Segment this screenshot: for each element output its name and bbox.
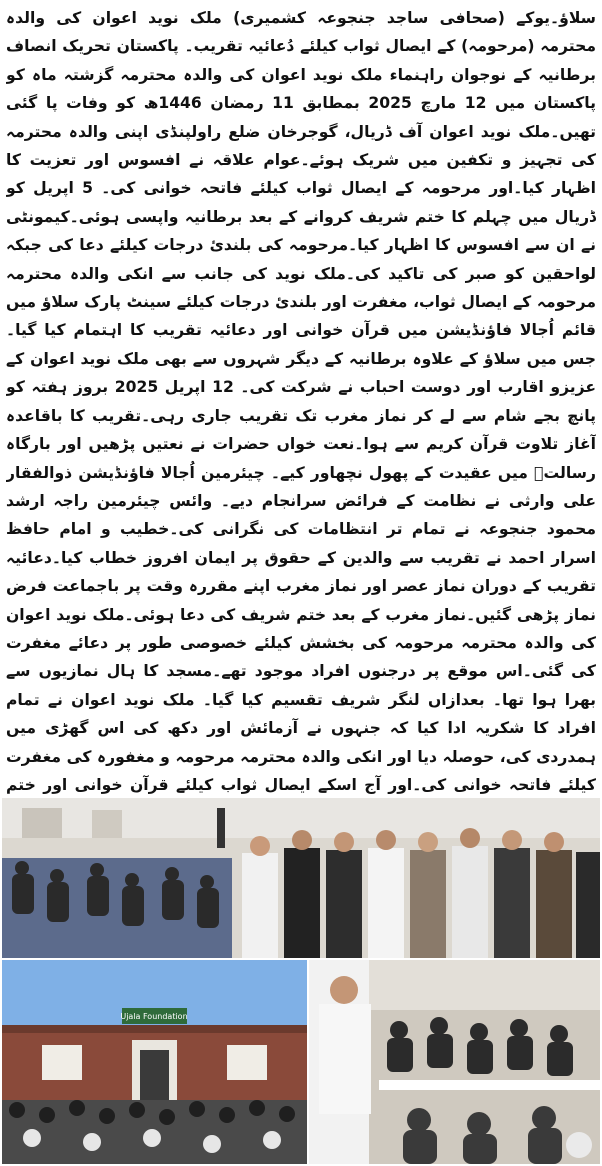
photo-hall-gathering [2,798,600,958]
mosque-sign-text: Ujala Foundation [120,1012,188,1021]
photo-langar-seating [309,960,600,1164]
article-headline: سلاؤ۔یوکے (صحافی ساجد جنجوعہ کشمیری) ملک نوید اعوان کی والدہ محترمہ (مرحومہ) کے ایصال ثواب کیلئے دُعائیہ تقریب۔ [6,9,596,56]
article-body: پاکستان تحریک انصاف برطانیہ کے نوجوان راہنماء ملک نوید اعوان کی والدہ محترمہ گزشتہ ماہ کو پاکستان میں 12 مارچ 2025 بمطابق 11 رمضان 1446ھ کو وفات پا گئی تھیں۔ملک نوید اعوان آف ڈریال، گوجرخان ضلع راولپنڈی اپنی والدہ محترمہ کی تجہیز و تکفین میں شریک ہوئے۔عوام علاقہ نے افسوس اور تعزیت کا اظہار کیا۔اور مرحومہ کے ایصال ثواب کیلئے فاتحہ خوانی کی۔ 5 اپریل کو ڈریال میں چہلم کا ختم شریف کروانے کے بعد برطانیہ واپسی ہوئی۔کیمونٹی نے ان سے افسوس کا اظہار کیا۔مرحومہ کی بلندیٔ درجات کیلئے دعا کی جبکہ لواحقین کو صبر کی تاکید کی۔ملک نوید کی جانب سے انکی والدہ محترمہ مرحومہ کے ایصال ثواب، مغفرت اور بلندیٔ درجات کیلئے سینٹ پارک سلاؤ میں قائم اُجالا فاؤنڈیشن میں قرآن خوانی اور دعائیہ تقریب کا اہتمام کیا گیا۔ جس میں سلاؤ کے علاوہ برطانیہ کے دیگر شہروں سے بھی ملک نوید اعوان کے عزیزو اقارب اور دوست احباب نے شرکت کی۔ 12 اپریل 2025 بروز ہفتہ کو پانچ بجے شام سے لے کر نماز مغرب تک تقریب جاری رہی۔تقریب کا باقاعدہ آغاز تلاوت قرآن کریم سے ہوا۔نعت خواں حضرات نے نعتیں پڑھیں اور بارگاہ رسالتؐ میں عقیدت کے پھول نچھاور کیے۔ چیئرمین اُجالا فاؤنڈیشن ذوالفقار علی وارثی نے نظامت کے فرائض سرانجام دیے۔ وائس چیئرمین راجہ ارشد محمود جنجوعہ نے تمام تر انتظامات کی نگرانی کی۔خطیب و امام حافظ اسرار احمد نے تقریب سے والدین کے حقوق پر ایمان افروز خطاب کیا۔دعائیہ تقریب کے دوران نماز عصر اور نماز مغرب اپنے مقررہ وقت پر باجماعت فرض نماز پڑھی گئیں۔نماز مغرب کے بعد ختم شریف کی دعا ہوئی۔ملک نوید اعوان کی والدہ محترمہ مرحومہ کی بخشش کیلئے خصوصی طور پر دعائے مغفرت کی گئی۔اس موقع پر درجنوں افراد موجود تھے۔مسجد کا ہال نمازیوں سے بھرا ہوا تھا۔ بعدازاں لنگر شریف تقسیم کیا گیا۔ ملک نوید اعوان نے تمام افراد کا شکریہ ادا کیا کہ جنہوں نے آزمائش اور دکھ کی اس گھڑی میں ہمدردی کی، حوصلہ دیا اور انکی والدہ محترمہ مرحومہ و مغفورہ کی مغفرت کیلئے فاتحہ خوانی کی۔اور آج اسکے ایصال ثواب کیلئے قرآن خوانی اور ختم [6,37,596,794]
article-text [6,4,596,796]
photo-foundation-building [2,960,307,1164]
